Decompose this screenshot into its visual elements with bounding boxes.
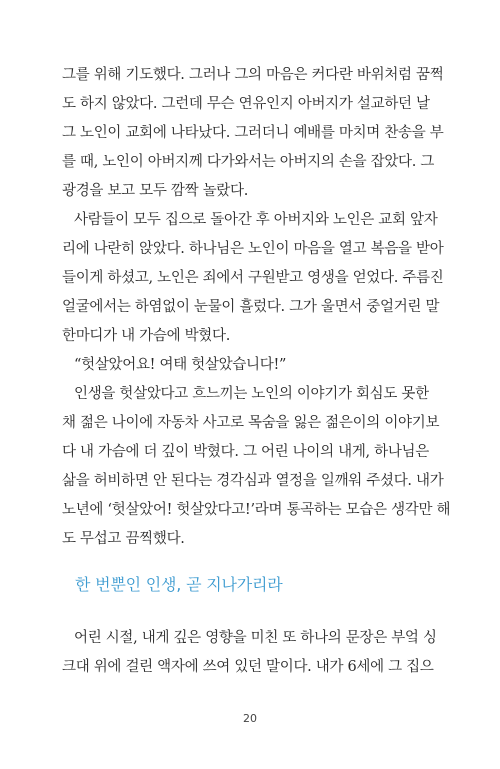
text-line: 삶을 허비하면 안 된다는 경각심과 열정을 일깨워 주셨다. 내가: [62, 473, 444, 489]
text-line: 크대 위에 걸린 액자에 쓰여 있던 말이다. 내가 6세에 그 집으: [62, 659, 434, 675]
text-line: 들이게 하셨고, 노인은 죄에서 구원받고 영생을 얻었다. 주름진: [62, 270, 444, 286]
text-line: 인생을 헛살았다고 흐느끼는 노인의 이야기가 회심도 못한: [74, 386, 429, 402]
text-line: 도 하지 않았다. 그런데 무슨 연유인지 아버지가 설교하던 날: [62, 96, 430, 112]
quote-paragraph: [62, 351, 442, 380]
text-line: 광경을 보고 모두 깜짝 놀랐다.: [62, 183, 249, 199]
text-line: 그 노인이 교회에 나타났다. 그러더니 예배를 마치며 찬송을 부: [62, 125, 444, 141]
text-line: 도 무섭고 끔찍했다.: [62, 531, 185, 547]
paragraph-3: [62, 380, 451, 554]
paragraph-4: [62, 624, 442, 682]
section-heading: 한 번뿐인 인생, 곧 지나가리라: [75, 575, 283, 594]
page-number: 20: [243, 712, 257, 725]
text-line: 그를 위해 기도했다. 그러나 그의 마음은 커다란 바위처럼 꿈쩍: [62, 67, 444, 83]
text-line: 어린 시절, 내게 깊은 영향을 미친 또 하나의 문장은 부엌 싱: [74, 630, 437, 646]
text-line: 노년에 ‘헛살았어! 헛살았다고!’라며 통곡하는 모습은 생각만 해: [62, 502, 451, 518]
text-line: 채 젊은 나이에 자동차 사고로 목숨을 잃은 젊은이의 이야기보: [62, 415, 440, 431]
paragraph-2: [62, 206, 442, 351]
quote-line: “헛살았어요! 여태 헛살았습니다!”: [74, 357, 287, 373]
text-line: 얼굴에서는 하염없이 눈물이 흘렀다. 그가 울면서 중얼거린 말: [62, 299, 440, 315]
text-line: 한마디가 내 가슴에 박혔다.: [62, 328, 231, 344]
paragraph-1: [62, 61, 442, 206]
text-line: 다 내 가슴에 더 깊이 박혔다. 그 어린 나이의 내게, 하나님은: [62, 444, 429, 460]
text-line: 리에 나란히 앉았다. 하나님은 노인이 마음을 열고 복음을 받아: [62, 241, 444, 257]
text-line: 를 때, 노인이 아버지께 다가와서는 아버지의 손을 잡았다. 그: [62, 154, 435, 170]
text-line: 사람들이 모두 집으로 돌아간 후 아버지와 노인은 교회 앞자: [74, 212, 438, 228]
